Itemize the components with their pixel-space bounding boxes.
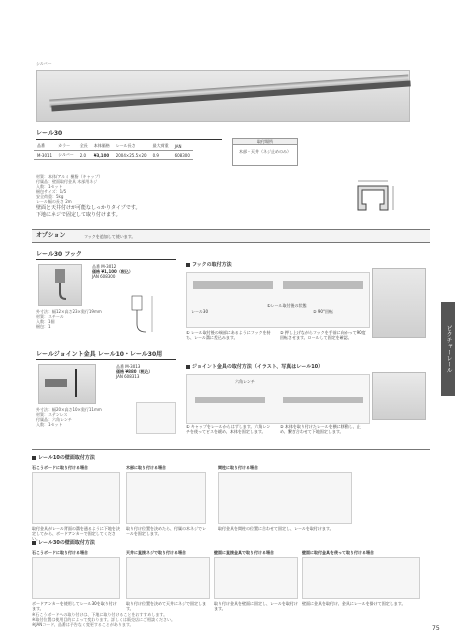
spec-line: 入数：1個 (36, 319, 55, 324)
install30-case-1 (32, 550, 120, 611)
rail30-note2: 下地にネジで固定して取り付けます。 (36, 212, 121, 218)
case-diagram (214, 557, 298, 599)
table-header: 本体価格 (91, 142, 113, 151)
hook-title: レール30 フック (36, 251, 82, 258)
table-cell: M-3011 (34, 151, 55, 160)
joint-code: 品番 M-3013 (116, 364, 141, 369)
case-title: 天井に直接ネジで取り付ける場合 (126, 550, 186, 555)
table-header: 品番 (34, 142, 55, 151)
footnotes (32, 612, 412, 627)
spec-line: 梱包サイズ：1/5 (36, 189, 67, 194)
table-cell: ¥3,100 (91, 151, 113, 160)
spec-line: 付属品：六角レンチ (36, 417, 72, 422)
case-title: 間柱に取り付ける場合 (218, 465, 258, 470)
rail30-title-rule (36, 139, 222, 140)
case-text: 取り付け位置を決めたら、付属の木ネジでレールを固定します。 (126, 526, 206, 536)
spec-line: 材質：ステンレス (36, 412, 68, 417)
table-header: レール長さ (113, 142, 150, 151)
rail30-specs (36, 174, 206, 204)
joint-method-diagram (186, 374, 370, 424)
install-title: レール10の壁面取付方法 (32, 455, 95, 461)
option-label: オプション (36, 232, 66, 239)
case-diagram (32, 472, 120, 524)
rail30-note1: 壁面と天井付けが可能なしっかりタイプです。 (36, 205, 141, 211)
table-header: カラー (55, 142, 77, 151)
rail30-cross-section (352, 178, 398, 220)
install-case-3 (218, 465, 352, 531)
square-bullet-icon (186, 263, 190, 267)
load-box-text: 木部・天井（ネジ止めのみ） (239, 149, 291, 154)
load-box-title: 取付場所 (233, 139, 297, 145)
hook-step2: ② 押し上げながらフックを手前に向かって90度回転させます。ロールして固定を確認。 (280, 330, 366, 340)
load-box (232, 138, 298, 166)
table-cell: 2004×25.5×20 (113, 151, 150, 160)
install-case-1 (32, 465, 120, 541)
case-title: 石こうボードに取り付ける場合 (32, 550, 88, 555)
case-text: ボードアンカーを使用してレール30を取り付けます。 (32, 601, 117, 611)
hook-code: 品番 M-3012 (92, 264, 117, 269)
caption-right: ② 90°回転 (313, 309, 333, 314)
hook-method-title: フックの取付方法 (186, 262, 232, 268)
footnote: ※取付位置は使用目的によって変わります。詳しくは販売店にご相談ください。 (32, 617, 176, 622)
square-bullet-icon (32, 456, 36, 460)
spec-line: 梱包：1 (36, 324, 51, 329)
color-label: シルバー (36, 61, 52, 66)
hook-info (92, 264, 162, 279)
joint-title-rule (36, 359, 176, 360)
joint-price: 価格 ¥880（税込） (116, 369, 153, 374)
install30-title: レール30の壁面取付方法 (32, 540, 95, 546)
case-title: 壁面に直接金具で取り付ける場合 (214, 550, 274, 555)
case-title: 壁面に取付金具を使って取り付ける場合 (302, 550, 374, 555)
hook-title-rule (36, 259, 176, 260)
rail30-spec-table (34, 142, 193, 160)
caption-mid: ①レール取付後の状態 (267, 303, 307, 308)
spec-line: 付属品：壁面取付金具 木部用ネジ (36, 179, 98, 184)
install-case-2 (126, 465, 206, 536)
spec-line: 外寸法：幅12×高さ23×奥行19mm (36, 309, 102, 314)
joint-photo (38, 364, 96, 404)
rail-illustration-left (193, 281, 273, 289)
table-row (34, 151, 193, 160)
hook-install-photo (372, 268, 426, 338)
joint-step1: ① キャップをレールからはずします。六角レンチを使ってビスを緩め、本体を固定します。 (186, 424, 271, 434)
option-desc: フックを追加して使います。 (84, 234, 136, 239)
table-header: JAN (172, 142, 193, 151)
table-header-row (34, 142, 193, 151)
joint-method-title: ジョイント金具の取付方法（イラスト、写真はレール10） (186, 364, 323, 370)
rail-illustration-right (283, 281, 363, 289)
rail-illustration (195, 397, 265, 403)
hook-price: 価格 ¥1,100（税込） (92, 269, 133, 274)
table-cell: 2.0 (77, 151, 91, 160)
hook-jan: JAN 608300 (92, 274, 116, 279)
table-header: 全長 (77, 142, 91, 151)
install30-case-2 (126, 550, 210, 611)
hook-specs (36, 309, 116, 329)
spec-line: レール幅の長さ 2m (36, 199, 72, 204)
case-diagram (302, 557, 420, 599)
table-header: 最大荷重 (150, 142, 172, 151)
joint-install-photo (372, 372, 426, 420)
joint-step2: ② 本体を取り付けたレールを横に移動し、止め、繋ぎ合わせて下地固定します。 (280, 424, 361, 434)
hook-dimension-diagram (118, 290, 174, 342)
rail30-title: レール30 (36, 130, 63, 137)
spec-line: 安全荷重：5kg (36, 194, 64, 199)
rail30-photo (36, 70, 410, 122)
rail-illustration (283, 397, 363, 403)
case-diagram (32, 557, 120, 599)
table-cell: 608300 (172, 151, 193, 160)
table-cell: シルバー (55, 151, 77, 160)
label-wrench: 六角レンチ (235, 379, 255, 384)
table-cell: 0.9 (150, 151, 172, 160)
joint-info (116, 364, 178, 379)
caption-left: レール30 (191, 309, 209, 314)
hook-step1: ① レール取付後の端部にあるようにフックを持ち、レール溝に差込みます。 (186, 330, 271, 340)
case-text: 取り付け金具を壁面に固定し、レールを取付けます。 (214, 601, 298, 611)
footnote: ※JANコード、品番は予告なく変更することがあります。 (32, 622, 134, 627)
joint-jan: JAN 608313 (116, 374, 140, 379)
spec-line: 入数：1セット (36, 422, 63, 427)
joint-specs (36, 407, 116, 427)
case-title: 石こうボードに取り付ける場合 (32, 465, 88, 470)
install30-case-4 (302, 550, 420, 606)
hook-method-diagram (186, 272, 370, 328)
spec-line: 材質：スチール (36, 314, 64, 319)
case-diagram (126, 472, 206, 524)
footnote: ※石こうボードへの取り付けは、下地に取り付けることをおすすめします。 (32, 612, 168, 617)
spec-line: 材質：本体/アルミ 樹脂（キャップ） (36, 174, 103, 179)
hook-shape (39, 265, 81, 305)
case-diagram (218, 472, 352, 524)
case-text: 取付金具がレール背面の溝を通るように下地を決定してから、ボードアンカーで固定してください。 (32, 526, 120, 541)
joint-title: レールジョイント金具 レール10・レール30用 (36, 351, 163, 358)
case-diagram (126, 557, 210, 599)
side-tab-picture-rail: ピクチャーレール (441, 302, 455, 396)
square-bullet-icon (32, 541, 36, 545)
install-divider (32, 449, 430, 450)
install30-case-3 (214, 550, 298, 611)
hook-photo (38, 264, 82, 306)
case-title: 木部に取り付ける場合 (126, 465, 166, 470)
case-text: 取付金具を間柱の位置に合わせて固定し、レールを取付けます。 (218, 526, 334, 531)
case-text: 取り付け位置を決めて天井にネジで固定します。 (126, 601, 206, 611)
case-text: 壁面に金具を取付け、金具にレールを掛けて固定します。 (302, 601, 406, 606)
square-bullet-icon (186, 365, 190, 369)
page-number: 75 (432, 625, 440, 632)
spec-line: 外寸法：幅20×高さ10×奥行11mm (36, 407, 102, 412)
option-bar (32, 229, 430, 243)
joint-detail-diagram (136, 402, 176, 434)
spec-line: 入数：1セット (36, 184, 63, 189)
